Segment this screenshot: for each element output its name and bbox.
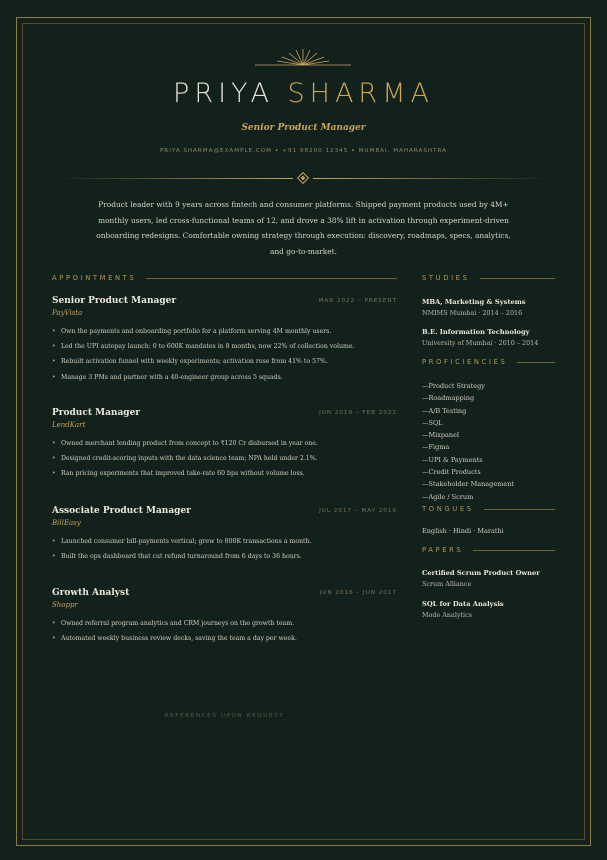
divider-right [313, 178, 553, 179]
job-bullet: • Launched consumer bill-payments vertical; grew to 800K transactions a month. [52, 534, 397, 549]
contact-email[interactable]: PRIYA.SHARMA@EXAMPLE.COM [159, 148, 273, 154]
paper-entry [422, 600, 557, 619]
job-company: LendKart [52, 421, 86, 429]
candidate-role: Senior Product Manager [241, 123, 366, 133]
appointments-heading [52, 272, 397, 284]
contact-line [0, 148, 607, 154]
divider-left [55, 178, 293, 179]
job-bullet: • Own the payments and onboarding portfolio for a platform serving 4M monthly users. [52, 324, 397, 339]
skill-item: —Roadmapping [422, 394, 475, 403]
job-bullet: • Owned merchant lending product from concept to ₹120 Cr disbursed in year one. [52, 436, 397, 451]
paper-title: Certified Scrum Product Owner [422, 569, 540, 577]
job-title: Senior Product Manager [52, 296, 177, 306]
paper-entry [422, 569, 557, 588]
first-name: PRIYA [173, 78, 274, 109]
job-dates: JUL 2017 – MAY 2019 [319, 508, 397, 514]
job-dates: MAR 2022 – PRESENT [318, 298, 397, 304]
studies-heading [422, 272, 555, 284]
skill-item: —A/B Testing [422, 406, 467, 415]
study-title: B.E. Information Technology [422, 328, 530, 336]
job-company: Shoppr [52, 601, 78, 609]
sunburst-ornament-icon [253, 47, 353, 73]
heading-rule [473, 550, 555, 551]
skill-item: —UPI & Payments [422, 455, 483, 464]
papers-heading [422, 544, 555, 556]
job-company: PayVista [52, 309, 83, 317]
job-title: Growth Analyst [52, 588, 130, 598]
skill-item: —Agile / Scrum [422, 492, 474, 501]
skill-item: —Stakeholder Management [422, 480, 514, 489]
tongues-heading-label: TONGUES [422, 505, 474, 513]
appointments-heading-label: APPOINTMENTS [52, 274, 137, 282]
job-entry [52, 408, 397, 482]
heading-rule [480, 278, 556, 279]
study-entry [422, 298, 557, 317]
study-detail: University of Mumbai · 2010 – 2014 [422, 339, 539, 347]
heading-rule [517, 362, 555, 363]
skill-item: —Figma [422, 443, 450, 452]
job-bullets [52, 616, 397, 646]
job-bullet: • Led the UPI autopay launch: 0 to 600K mandates in 8 months, now 22% of collection volume. [52, 339, 397, 354]
job-entry [52, 588, 397, 646]
job-bullets [52, 436, 397, 482]
job-title: Product Manager [52, 408, 141, 418]
job-bullet: • Manage 3 PMs and partner with a 40-engineer group across 5 squads. [52, 370, 397, 385]
job-dates: JUN 2016 – JUN 2017 [319, 590, 397, 596]
job-bullet: • Built the ops dashboard that cut refund turnaround from 6 days to 36 hours. [52, 549, 397, 564]
job-bullet: • Rebuilt activation funnel with weekly experiments; activation rose from 41% to 57%. [52, 354, 397, 369]
job-entry [52, 506, 397, 564]
contact-separator: • [275, 148, 280, 154]
paper-title: SQL for Data Analysis [422, 600, 504, 608]
study-title: MBA, Marketing & Systems [422, 298, 526, 306]
study-detail: NMIMS Mumbai · 2014 – 2016 [422, 309, 523, 317]
job-entry [52, 296, 397, 385]
contact-phone[interactable]: +91 98200 12345 [282, 148, 349, 154]
job-bullet: • Designed credit-scoring inputs with the data science team; NPA held under 2.1%. [52, 451, 397, 466]
skill-item: —Product Strategy [422, 382, 485, 390]
candidate-name [0, 78, 607, 109]
contact-separator: • [351, 148, 356, 154]
job-company: BillEasy [52, 519, 81, 527]
tongues-heading [422, 503, 555, 515]
job-bullets [52, 324, 397, 385]
last-name: SHARMA [287, 78, 434, 109]
study-entry [422, 328, 557, 347]
job-bullet: • Ran pricing experiments that improved take-rate 60 bps without volume loss. [52, 466, 397, 481]
paper-issuer: Mode Analytics [422, 611, 472, 619]
diamond-ornament-icon [297, 172, 309, 184]
job-title: Associate Product Manager [52, 506, 191, 516]
proficiencies-heading-label: PROFICIENCIES [422, 358, 508, 366]
job-bullet: • Owned referral program analytics and CRM journeys on the growth team. [52, 616, 397, 631]
proficiencies-heading [422, 356, 555, 368]
skill-item: —Credit Products [422, 468, 481, 477]
job-bullets [52, 534, 397, 564]
summary-paragraph: Product leader with 9 years across fintech and consumer platforms. Shipped payment products used by 4M+ monthly users, led cross-functional teams of 12, and drove a 38% lift in activation through experiment-driven onboarding redesigns. Comfortable owning strategy through execution: discovery, roadmaps, specs, analytics, and go-to-market. [96, 200, 511, 256]
contact-location: MUMBAI, MAHARASHTRA [358, 148, 448, 154]
job-dates: JUN 2019 – FEB 2022 [319, 410, 397, 416]
skill-item: —Mixpanel [422, 431, 460, 440]
paper-issuer: Scrum Alliance [422, 580, 472, 588]
skill-item: —SQL [422, 418, 443, 427]
heading-rule [484, 509, 555, 510]
job-bullet: • Automated weekly business review decks, saving the team a day per week. [52, 631, 397, 646]
skills-list [422, 380, 557, 503]
languages-text: English · Hindi · Marathi [422, 527, 504, 535]
studies-heading-label: STUDIES [422, 274, 470, 282]
papers-heading-label: PAPERS [422, 546, 464, 554]
references-note: REFERENCES UPON REQUEST [164, 713, 285, 719]
heading-rule [146, 278, 397, 279]
